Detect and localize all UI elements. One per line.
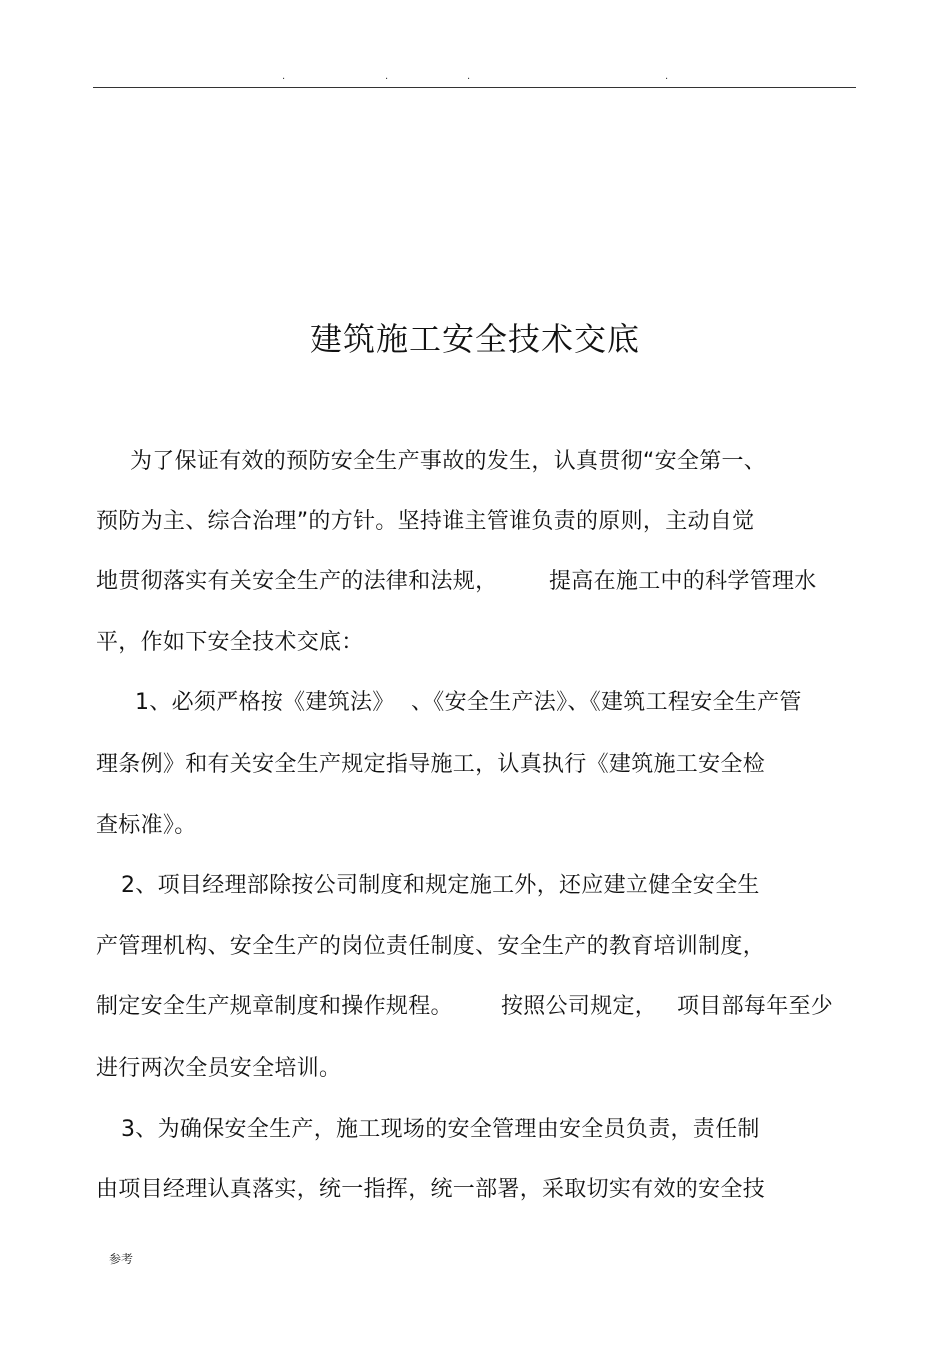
document-title: 建筑施工安全技术交底 [309, 320, 640, 358]
paragraph-line: 2、项目经理部除按公司制度和规定施工外，还应建立健全安全生 [121, 873, 760, 898]
paragraph-line: 制定安全生产规章制度和操作规程。 [96, 994, 453, 1019]
header-dot: . [467, 71, 471, 82]
footer-label: 参考 [109, 1252, 134, 1266]
paragraph-line: 进行两次全员安全培训。 [96, 1056, 342, 1081]
paragraph-line: 平，作如下安全技术交底： [96, 630, 364, 655]
paragraph-line: 查标准》。 [96, 813, 197, 838]
paragraph-line: 预防为主、综合治理”的方针。坚持谁主管谁负责的原则，主动自觉 [96, 509, 755, 534]
paragraph-line: 理条例》和有关安全生产规定指导施工，认真执行《建筑施工安全检 [96, 752, 766, 777]
paragraph-line: 为了保证有效的预防安全生产事故的发生，认真贯彻“安全第一、 [130, 449, 767, 474]
header-dot: . [665, 71, 669, 82]
header-dot: . [385, 71, 389, 82]
paragraph-line: 产管理机构、安全生产的岗位责任制度、安全生产的教育培训制度， [96, 934, 766, 959]
paragraph-line: 地贯彻落实有关安全生产的法律和法规， [96, 569, 498, 594]
paragraph-line: 提高在施工中的科学管理水 [549, 569, 817, 594]
paragraph-line: 按照公司规定， [501, 994, 658, 1019]
header-dot: . [282, 71, 286, 82]
paragraph-line: 项目部每年至少 [677, 994, 834, 1019]
paragraph-line: 3、为确保安全生产，施工现场的安全管理由安全员负责，责任制 [121, 1117, 760, 1142]
paragraph-line: 由项目经理认真落实，统一指挥，统一部署，采取切实有效的安全技 [96, 1177, 766, 1202]
paragraph-line: 1、必须严格按《建筑法》 [135, 690, 395, 715]
paragraph-line: 、《安全生产法》、《建筑工程安全生产管 [411, 690, 802, 715]
header-rule [93, 87, 856, 88]
